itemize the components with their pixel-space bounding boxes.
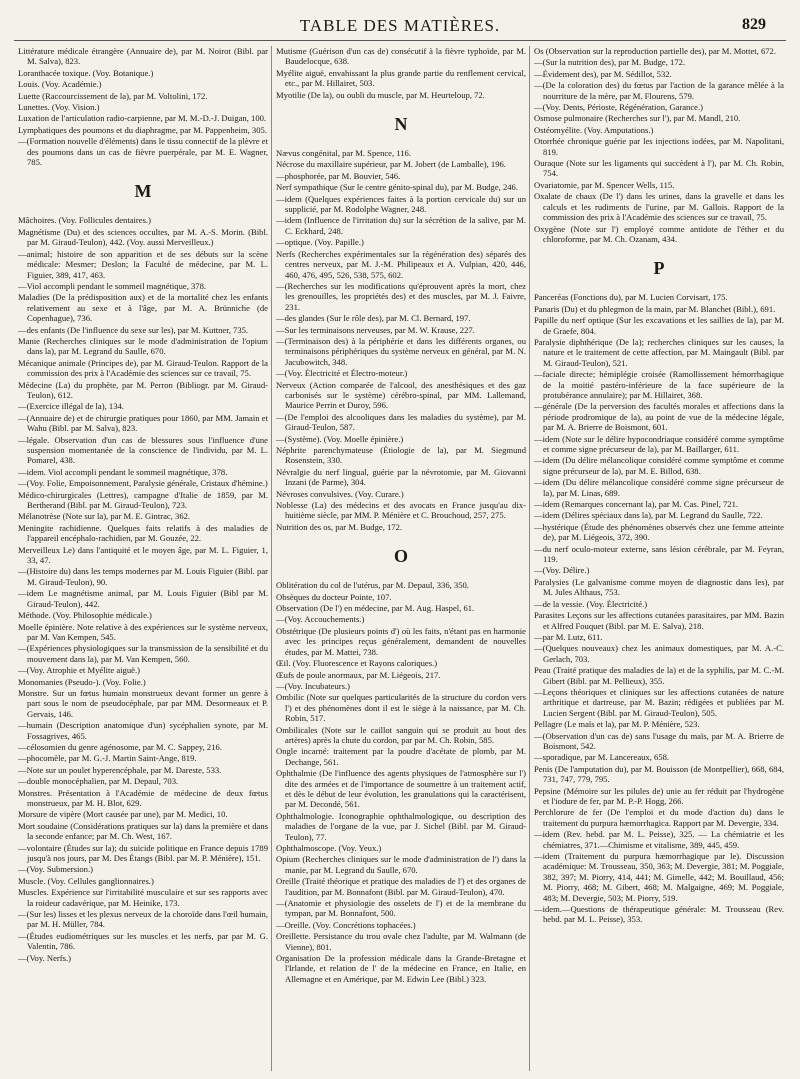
index-entry: —(Voy. Accouchements.)	[276, 614, 365, 625]
index-entry: —idem (Quelques expériences faites à la portion cervicale du) sur un supplicié, par M. Rodolphe Wagner, 248.	[276, 193, 526, 215]
index-entry: —célosomien du genre agénosome, par M. C. Sappey, 216.	[18, 741, 222, 752]
index-entry: Ostéomyélite. (Voy. Amputations.)	[534, 124, 654, 135]
index-entry: Oxygène (Note sur l') employé comme antidote de l'éther et du chloroforme, par M. Ch. Ozanam, 434.	[534, 223, 784, 244]
index-entry: —idem (Influence de l'irritation du) sur la sécrétion de la salive, par M. C. Eckhard, 248.	[276, 215, 526, 236]
index-entry: Médecine (La) du prophète, par M. Perron (Bibliogr. par M. Giraud-Teulon), 612.	[18, 379, 268, 400]
index-entry: —(De la coloration des) du fœtus par l'action de la garance mêlée à la nourriture de la mère, par M. Flourens, 579.	[534, 80, 784, 101]
index-entry: Médico-chirurgicales (Lettres), campagne d'Italie de 1859, par M. Bertherand (Bibl. par M. Giraud-Teulon), 723.	[18, 489, 268, 511]
index-entry: Nutrition des os, par M. Budge, 172.	[276, 521, 403, 532]
index-entry: Monstres. Présentation à l'Académie de médecine de deux fœtus monstrueux, par M. H. Blot, 629.	[18, 787, 268, 808]
index-entry: Oxalate de chaux (De l') dans les urines, dans la gravelle et dans les calculs et les rudiments de l'urine, par M. Gallois. Rapport de la commission des prix à l'Académie des sciences sur ce travail, 75.	[534, 191, 784, 223]
index-entry: —(Recherches sur les modifications qu'éprouvent après la mort, chez les grenouilles, les propriétés des) et des muscles, par M. J. Faivre, 231.	[276, 280, 526, 312]
index-entry: —(Annuaire de) et de chirurgie pratiques pour 1860, par MM. Jamain et Wahu (Bibl. par M. Salva), 823.	[18, 412, 268, 434]
index-entry: —double monocéphalien, par M. Depaul, 703.	[18, 776, 179, 787]
index-entry: Observation (De l') en médecine, par M. Aug. Haspel, 61.	[276, 603, 475, 614]
index-entry: —(Voy. Dents, Périoste, Régénération, Garance.)	[534, 102, 703, 113]
index-entry: Mélanotrèse (Note sur la), par M. E. Gintrac, 362.	[18, 511, 191, 522]
index-entry: —(Études eudiométriques sur les muscles et les nerfs, par par M. G. Valentin, 786.	[18, 930, 268, 952]
index-entry: Œufs de poule anormaux, par M. Liégeois, 217.	[276, 669, 441, 680]
index-entry: —sporadique, par M. Lancereaux, 658.	[534, 752, 670, 763]
index-entry: Ophthalmie (De l'influence des agents physiques de l'atmosphère sur l') dite des armées et de l'importance de soumettre à un traitement actif, et dès le début de leur évolution, les granulations qui la caractérisent, par M. Decondé, 561.	[276, 768, 526, 810]
index-entry: Myélite aiguë, envahissant la plus grande partie du renflement cervical, etc., par M. Hillairet, 503.	[276, 67, 526, 89]
section-letter-heading: O	[393, 546, 408, 567]
index-entry: Oreillette. Persistance du trou ovale chez l'adulte, par M. Walmann (de Vienne), 801.	[276, 931, 526, 952]
index-entry: Névroses convulsives. (Voy. Curare.)	[276, 488, 404, 499]
index-entry: Myotilie (De la), ou oubli du muscle, par M. Heurteloup, 72.	[276, 89, 485, 100]
index-entry: Ophthalmoscope. (Voy. Yeux.)	[276, 843, 382, 853]
index-entry: —idem (Rev. hebd. par M. L. Peisse), 325. — La chémiatrie et les chémiatres, 371.—Chimisme et vitalisme, 389, 445, 459.	[534, 829, 784, 850]
index-entry: Ophthalmologie. Iconographie ophthalmologique, ou description des maladies de l'organe de la vue, par J. Sichel (Bibl. par M. Giraud-Teulon), 77.	[276, 810, 526, 842]
column-divider	[529, 46, 530, 1071]
index-entry: —(Voy. Délire.)	[534, 565, 590, 576]
index-entry: Ongle incarné: traitement par la poudre d'acétate de plomb, par M. Dechange, 561.	[276, 746, 526, 767]
index-entry: —(Voy. Incubateurs.)	[276, 680, 350, 691]
index-entry: —(Sur les) lisses et les plexus nerveux de la choroïde dans l'œil humain, par M. H. Müller, 784.	[18, 909, 268, 930]
section-letter-heading: M	[134, 181, 152, 202]
index-entry: Moelle épinière. Note relative à des expériences sur le système nerveux, par M. Van Kempen, 545.	[18, 621, 268, 642]
index-entry: —(Observation d'un cas de) sans l'usage du maïs, par M. A. Brierre de Boismont, 542.	[534, 730, 784, 751]
index-entry: Papille du nerf optique (Sur les excavations et les saillies de la), par M. de Graefe, 804.	[534, 315, 784, 336]
index-entry: Néphrite parenchymateuse (Étiologie de la), par M. Siegmund Rosenstein, 330.	[276, 445, 526, 466]
index-entry: —légale. Observation d'un cas de blessures sous l'influence d'une suspension momentanée de la conscience de l'individu, par M. L. Pomarel, 438.	[18, 434, 268, 466]
index-entry: Organisation De la profession médicale dans la Grande-Bretagne et l'Irlande, et relation de l' de la médecine en France, en Italie, en Allemagne et en Amérique, par M. Edwin Lee (Bibl.) 323.	[276, 953, 526, 984]
index-entry: Ouraque (Note sur les ligaments qui succèdent à l'), par M. Ch. Robin, 754.	[534, 158, 784, 179]
index-entry: —idem (Remarques concernant la), par M. Cas. Pinel, 721.	[534, 499, 739, 510]
index-entry: —(Formation nouvelle d'éléments) dans le tissu connectif de la plèvre et des poumons dans un cas de fièvre puerpérale, par M. E. Wagner, 785.	[18, 136, 268, 168]
index-entry: —hystérique (Étude des phénomènes observés chez une femme atteinte de), par M. Liégeois, 372, 390.	[534, 521, 784, 543]
index-entry: Louis. (Voy. Académie.)	[18, 79, 102, 90]
index-entry: —(Quelques nouveaux) chez les animaux domestiques, par M. A.-C. Gerlach, 703.	[534, 643, 784, 664]
index-entry: —(Sur la nutrition des), par M. Budge, 172.	[534, 57, 686, 68]
index-entry: Luxation de l'articulation radio-carpienne, par M. M.-D.-J. Duigan, 100.	[18, 113, 267, 124]
index-entry: —volontaire (Études sur la); du suicide politique en France depuis 1789 jusqu'à nos jours, par M. Des Étangs (Bibl. par M. P. Ménière), 151.	[18, 842, 268, 864]
index-entry: —générale (De la perversion des facultés morales et affections dans la période prodromique de la), au point de vue de la médecine légale, par M. A. Brierre de Boismont, 601.	[534, 401, 784, 433]
index-entry: Ombilicales (Note sur le caillot sanguin qui se produit au bout des artères) après la chute du cordon, par par M. Ch. Robin, 585.	[276, 724, 526, 745]
section-letter-heading: N	[394, 114, 408, 135]
index-entry: —idem (Traitement du purpura hæmorrhagique par le). Discussion académique: M. Trousseau, 350, 363; M. Devergie, 381; M. Poggiale, 382, 397; M. Piorry, 414, 441; M. Gimelle, 442; M. Bouillaud, 456; M. Piorry, 468; M. Gibert, 468; M. Malgaigne, 469; M. Poggiale, 483; M. Devergie, 503; M. Piorry, 519.	[534, 851, 784, 903]
index-entry: Nerfs (Recherches expérimentales sur la régénération des) séparés des centres nerveux, par M. J.-M. Philipeaux et A. Vulpian, 420, 446, 460, 476, 495, 526, 538, 575, 602.	[276, 248, 526, 280]
header-rule	[14, 40, 786, 41]
index-entry: Magnétisme (Du) et des sciences occultes, par M. A.-S. Morin. (Bibl. par M. Giraud-Teulon), 442. (Voy. aussi Merveilleux.)	[18, 226, 268, 248]
index-entry: Os (Observation sur la reproduction partielle des), par M. Mottet, 672.	[534, 46, 776, 56]
index-entry: —(Système). (Voy. Moelle épinière.)	[276, 433, 404, 444]
index-entry: —(Voy. Nerfs.)	[18, 952, 71, 963]
index-entry: —idem (Note sur le délire hypocondriaque considéré comme symptôme et comme signe précurseur de la), par M. Baillarger, 611.	[534, 433, 784, 454]
index-entry: —(Voy. Folie, Empoisonnement, Paralysie générale, Cristaux d'hémine.)	[18, 478, 268, 489]
index-entry: —Évidement des), par M. Sédillot, 532.	[534, 68, 672, 79]
section-letter-heading: P	[653, 258, 665, 279]
page-number: 829	[742, 16, 766, 33]
index-entry: Muscles. Expérience sur l'irritabilité musculaire et sur ses rapports avec la roideur cadavérique, par M. Heinike, 173.	[18, 887, 268, 908]
index-entry: —idem (Du délire mélancolique considéré comme symptôme et comme signe précurseur de la), par M. E. Billod, 638.	[534, 455, 784, 476]
index-entry: Méthode. (Voy. Philosophie médicale.)	[18, 610, 152, 621]
index-entry: —phosphorée, par M. Bouvier, 546.	[276, 170, 401, 181]
index-entry: Mâchoires. (Voy. Follicules dentaires.)	[18, 215, 151, 226]
index-entry: —des enfants (De l'influence du sexe sur les), par M. Kuttner, 735.	[18, 324, 249, 335]
index-entry: Littérature médicale étrangère (Annuaire de), par M. Noirot (Bibl. par M. Salva), 823.	[18, 46, 268, 67]
index-entry: Pepsine (Mémoire sur les pilules de) unie au fer réduit par l'hydrogène et l'iodure de fer, par M. P.-P. Hogg, 266.	[534, 785, 784, 806]
index-entry: Paralysie diphthérique (De la); recherches cliniques sur les causes, la nature et le traitement de cette affection, par M. Maingault (Bibl. par M. Giraud-Teulon), 521.	[534, 336, 784, 368]
index-entry: Nerveux (Action comparée de l'alcool, des anesthésiques et des gaz carbonisés sur le système) cérébro-spinal, par MM. Lallemand, Maurice Perrin et Duroy, 596.	[276, 379, 526, 411]
index-entry: Osmose pulmonaire (Recherches sur l'), par M. Mandl, 210.	[534, 113, 741, 124]
index-entry: Oreille (Traité théorique et pratique des maladies de l') et des organes de l'audition, par M. Bonnafont (Bibl. par M. Giraud-Teulon), 470.	[276, 876, 526, 897]
index-entry: —idem (Du délire mélancolique considéré comme signe précurseur de la), par M. Linas, 689.	[534, 477, 784, 498]
page-title: TABLE DES MATIÈRES.	[299, 16, 501, 35]
index-entry: Meningite rachidienne. Quelques faits relatifs à des maladies de l'appareil encéphalo-rachidien, par M. Gouzée, 22.	[18, 522, 268, 544]
index-entry: —(De l'emploi des alcooliques dans les maladies du système), par M. Giraud-Teulon, 587.	[276, 411, 526, 433]
index-entry: —idem. Viol accompli pendant le sommeil magnétique, 378.	[18, 466, 228, 477]
index-entry: Opium (Recherches cliniques sur le mode d'administration de l') dans la manie, par M. Legrand du Saulle, 670.	[276, 854, 526, 875]
index-entry: —du nerf oculo-moteur externe, sans lésion cérébrale, par M. Feyran, 119.	[534, 543, 784, 565]
index-entry: Obstétrique (De plusieurs points d') où les faits, n'étant pas en harmonie avec les principes reçus généralement, demandent de nouvelles études, par M. Mattei, 738.	[276, 625, 526, 657]
index-entry: Névralgie du nerf lingual, guérie par la névrotomie, par M. Giovanni Inzani (de Parme), 304.	[276, 466, 526, 488]
index-entry: Lymphatiques des poumons et du diaphragme, par M. Pappenheim, 305.	[18, 124, 267, 135]
index-entry: —(Histoire du) dans les temps modernes par M. Louis Figuier (Bibl. par M. Giraud-Teulon), 90.	[18, 566, 268, 587]
index-entry: Mort soudaine (Considérations pratiques sur la) dans la première et dans la seconde enfance; par M. Ch. West, 167.	[18, 820, 268, 842]
index-entry: —Sur les terminaisons nerveuses, par M. W. Krause, 227.	[276, 324, 475, 335]
index-column-right	[534, 46, 784, 1071]
index-entry: Loranthacée toxique. (Voy. Botanique.)	[18, 67, 154, 78]
index-entry: Noblesse (La) des médecins et des avocats en France jusqu'au dix-huitième siècle, par MM. P. Ménière et C. Brouchoud, 257, 275.	[276, 500, 526, 521]
index-entry: Panceréas (Fonctions du), par M. Lucien Corvisart, 175.	[534, 292, 728, 303]
index-entry: Penis (De l'amputation du), par M. Bouisson (de Montpellier), 668, 684, 731, 747, 779, 795.	[534, 763, 784, 785]
index-entry: —idem.—Questions de thérapeutique générale: M. Trousseau (Rev. hebd. par M. L. Peisse), 353.	[534, 904, 784, 925]
index-entry: Mécanique animale (Principes de), par M. Giraud-Teulon. Rapport de la commission des prix à l'Académie des sciences sur ce travail, 75.	[18, 357, 268, 379]
index-entry: —(Voy. Submersion.)	[18, 864, 93, 875]
index-entry: Muscle. (Voy. Cellules ganglionnaires.)	[18, 875, 154, 886]
index-column-middle	[276, 46, 526, 1071]
page-header	[0, 14, 800, 38]
index-entry: Paralysies (Le galvanisme comme moyen de diagnostic dans les), par M. Jules Althaus, 753.	[534, 576, 784, 598]
index-entry: Otorrhée chronique guérie par les injections iodées, par M. Napolitani, 819.	[534, 136, 784, 157]
index-entry: Mutisme (Guérison d'un cas de) consécutif à la fièvre typhoïde, par M. Baudelocque, 638.	[276, 46, 526, 67]
index-entry: Perchlorure de fer (De l'emploi et du mode d'action du) dans le traitement du purpura hæmorrhagica. Rapport par M. Devergie, 334.	[534, 807, 784, 828]
index-entry: Nécrose du maxillaire supérieur, par M. Jobert (de Lamballe), 196.	[276, 159, 506, 170]
index-entry: Morsure de vipère (Mort causée par une), par M. Medici, 10.	[18, 809, 228, 820]
column-divider	[271, 46, 272, 1071]
index-entry: —Viol accompli pendant le sommeil magnétique, 378.	[18, 280, 207, 291]
index-entry: —animal; histoire de son apparition et de ses débuts sur la scène médicale: Mesmer; Deslon; la Faculté de médecine, par M. L. Figuier, 389, 417, 463.	[18, 248, 268, 280]
index-entry: —idem (Délires spéciaux dans la), par M. Legrand du Saulle, 722.	[534, 510, 763, 521]
index-entry: Ombilic (Note sur quelques particularités de la structure du cordon vers l') et des phénomènes dont il est le siège à la naissance, par M. Ch. Robin, 517.	[276, 692, 526, 724]
index-entry: —optique. (Voy. Papille.)	[276, 237, 364, 248]
index-entry: —faciale directe; hémiplégie croisée (Ramollissement hémorrhagique de la moitié pastéro-inférieure de la face supérieure de la protubérance annulaire); par M. Hillairet, 368.	[534, 369, 784, 400]
index-entry: Monstre. Sur un fœtus humain monstrueux devant former un genre à part sous le nom de pseudocéphale, par par MM. Desormeaux et P. Gervais, 146.	[18, 687, 268, 719]
index-entry: Monomanies (Pseudo-). (Voy. Folie.)	[18, 676, 146, 687]
index-entry: Œil. (Voy. Fluorescence et Rayons caloriques.)	[276, 658, 438, 669]
index-entry: —(Expériences physiologiques sur la transmission de la sensibilité et du mouvement dans la), par M. Van Kempen, 560.	[18, 643, 268, 664]
index-entry: Merveilleux Le) dans l'antiquité et le moyen âge, par M. L. Figuier, 1, 33, 47.	[18, 544, 268, 566]
index-entry: —phocomèle, par M. G.-J. Martin Saint-Ange, 819.	[18, 753, 197, 764]
index-entry: Manie (Recherches cliniques sur le mode d'administration de l'opium dans la), par M. Legrand du Saulle, 670.	[18, 335, 268, 357]
index-entry: —(Voy. Électricité et Électro-moteur.)	[276, 368, 408, 379]
index-entry: —humain (Description anatomique d'un) sycéphalien synote, par M. Fossagrives, 465.	[18, 720, 268, 741]
index-entry: Ovariatomie, par M. Spencer Wells, 115.	[534, 179, 675, 190]
index-entry: —(Exercice illégal de la), 134.	[18, 401, 124, 412]
index-entry: Maladies (De la prédisposition aux) et de la mortalité chez les enfants relativement au sexe et à l'âge, par M. A. Brünniche (de Copenhague), 736.	[18, 292, 268, 324]
index-entry: Obsèques du docteur Pointe, 107.	[276, 591, 392, 602]
index-entry: Nerf sympathique (Sur le centre génito-spinal du), par M. Budge, 246.	[276, 182, 518, 193]
index-entry: —idem Le magnétisme animal, par M. Louis Figuier (Bibl par M. Giraud-Teulon), 442.	[18, 588, 268, 609]
index-entry: —de la vessie. (Voy. Électricité.)	[534, 598, 648, 609]
index-entry: —Leçons théoriques et cliniques sur les affections cutanées de nature arthritique et dartreuse, par M. Bazin; rédigées et publiées par M. Lucien Sergent (Bibl. par M. Giraud-Teulon), 505.	[534, 686, 784, 718]
index-entry: —Oreille. (Voy. Concrétions tophacées.)	[276, 919, 416, 930]
index-entry: Nævus congénital, par M. Spence, 116.	[276, 148, 412, 159]
index-entry: Lunettes. (Voy. Vision.)	[18, 102, 100, 113]
index-entry: —(Voy. Atrophie et Myélite aiguë.)	[18, 665, 140, 676]
index-entry: —par M. Lutz, 611.	[534, 631, 603, 642]
index-entry: Peau (Traité pratique des maladies de la) et de la syphilis, par M. C.-M. Gibert (Bibl. par M. Pellieux), 355.	[534, 665, 784, 686]
index-entry: Parasites Leçons sur les affections cutanées parasitaires, par MM. Bazin et Alfred Fouquet (Bibl. par M. E. Salva), 218.	[534, 610, 784, 631]
index-entry: Pellagre (Le maïs et la), par M. P. Ménière, 523.	[534, 719, 700, 730]
index-entry: —Note sur un poulet hyperencéphale, par M. Dareste, 533.	[18, 764, 222, 775]
index-entry: —(Terminaison des) à la périphérie et dans les différents organes, ou terminaisons périphériques du système nerveux en général, par M. N. Jacubowitch, 348.	[276, 335, 526, 367]
index-entry: Luette (Raccourcissement de la), par M. Voltolini, 172.	[18, 90, 208, 101]
index-entry: —des glandes (Sur le rôle des), par M. Cl. Bernard, 197.	[276, 313, 471, 324]
index-column-left	[18, 46, 268, 1071]
index-entry: Panaris (Du) et du phlegmon de la main, par M. Blanchet (Bibl.), 691.	[534, 303, 776, 314]
index-entry: —(Anatomie et physiologie des osselets de l') et de la membrane du tympan, par M. Bonnafont, 500.	[276, 898, 526, 919]
index-entry: Oblitération du col de l'utérus, par M. Depaul, 336, 350.	[276, 580, 469, 591]
